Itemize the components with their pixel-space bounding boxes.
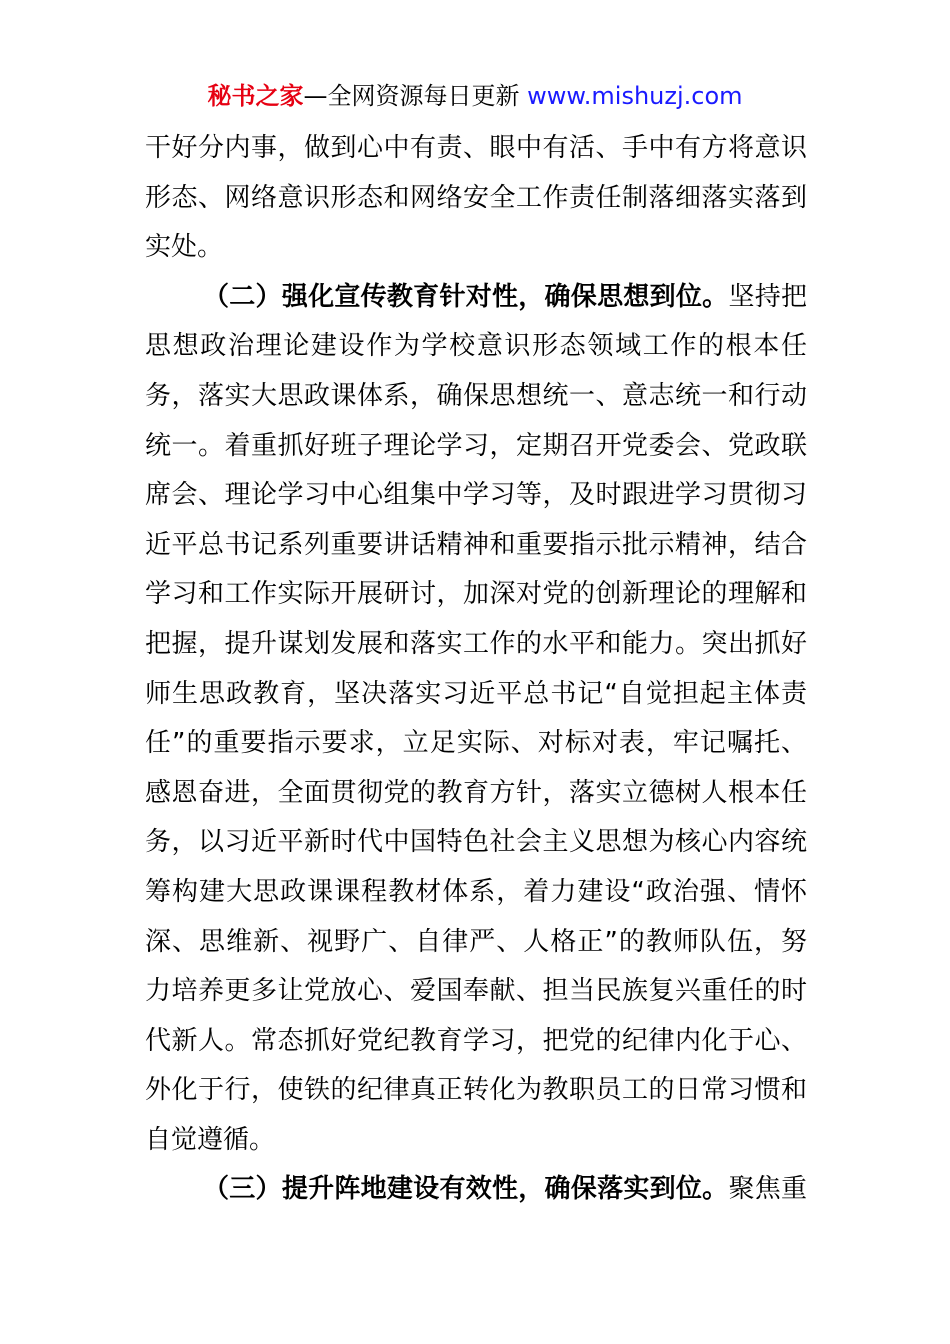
paragraph-line: 干好分内事，做到心中有责、眼中有活、手中有方将意识	[145, 133, 807, 163]
paragraph-line: 感恩奋进，全面贯彻党的教育方针，落实立德树人根本任	[145, 777, 807, 808]
paragraph-line: 近平总书记系列重要讲话精神和重要指示批示精神，结合	[145, 529, 807, 560]
paragraph-line: 深、思维新、视野广、自律严、人格正”的教师队伍，努	[145, 926, 807, 957]
paragraph-line: 任”的重要指示要求，立足实际、对标对表，牢记嘱托、	[145, 728, 807, 759]
paragraph-line: 自觉遵循。	[145, 1124, 276, 1155]
section-heading: （三）提升阵地建设有效性，确保落实到位。	[203, 1174, 729, 1205]
paragraph-line: 代新人。常态抓好党纪教育学习，把党的纪律内化于心、	[145, 1025, 807, 1056]
section-heading: （二）强化宣传教育针对性，确保思想到位。	[203, 281, 729, 312]
paragraph-line: 实处。	[145, 232, 224, 263]
paragraph-line: 思想政治理论建设作为学校意识形态领域工作的根本任	[145, 331, 807, 362]
section-heading-line	[145, 273, 807, 323]
document-body	[145, 124, 807, 1215]
section-heading-line	[145, 1165, 807, 1215]
section-lead-text: 坚持把	[728, 281, 807, 312]
paragraph-line: 力培养更多让党放心、爱国奉献、担当民族复兴重任的时	[145, 976, 807, 1007]
page-header	[0, 80, 950, 112]
paragraph-line: 务，落实大思政课体系，确保思想统一、意志统一和行动	[145, 380, 807, 411]
paragraph-line: 统一。着重抓好班子理论学习，定期召开党委会、党政联	[145, 430, 807, 461]
site-tagline: —全网资源每日更新	[303, 82, 528, 110]
paragraph-line: 席会、理论学习中心组集中学习等，及时跟进学习贯彻习	[145, 480, 807, 511]
paragraph-line: 学习和工作实际开展研讨，加深对党的创新理论的理解和	[145, 579, 807, 610]
paragraph-line: 筹构建大思政课课程教材体系，着力建设“政治强、情怀	[145, 876, 807, 907]
paragraph-line: 外化于行，使铁的纪律真正转化为教职员工的日常习惯和	[145, 1075, 807, 1106]
paragraph-line: 务，以习近平新时代中国特色社会主义思想为核心内容统	[145, 827, 807, 858]
section-lead-text: 聚焦重	[728, 1174, 807, 1205]
paragraph-line: 形态、网络意识形态和网络安全工作责任制落细落实落到	[145, 182, 807, 213]
site-url-link[interactable]: www.mishuzj.com	[527, 82, 743, 110]
paragraph-line: 师生思政教育，坚决落实习近平总书记“自觉担起主体责	[145, 678, 807, 709]
site-brand: 秘书之家	[207, 82, 304, 110]
paragraph-line: 把握，提升谋划发展和落实工作的水平和能力。突出抓好	[145, 628, 807, 659]
